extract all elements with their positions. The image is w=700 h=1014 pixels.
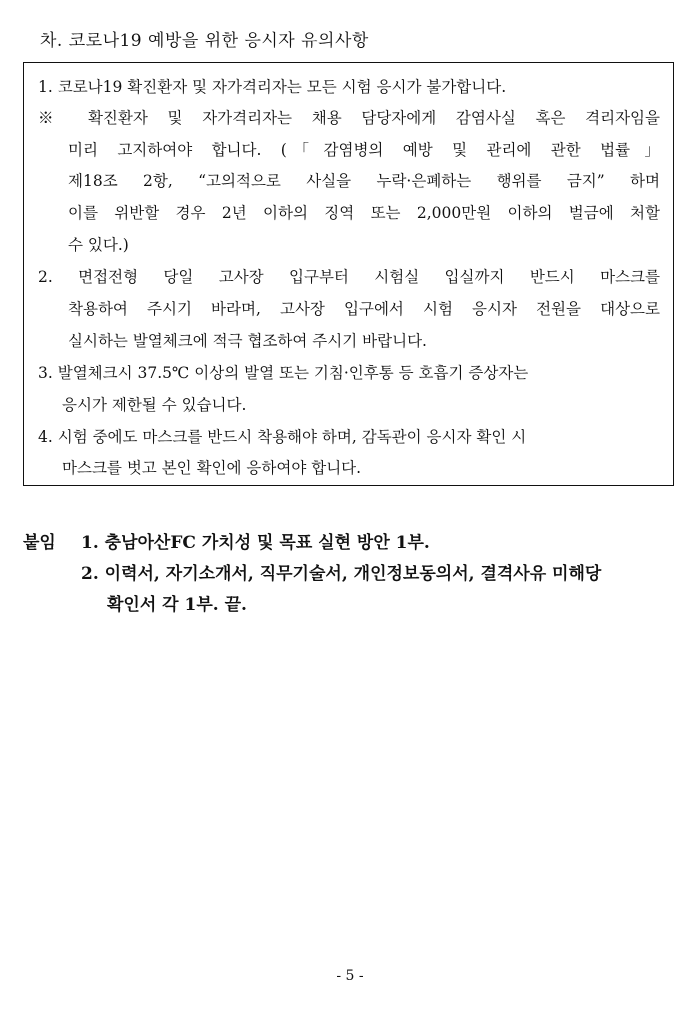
notice-item-2-line-1: 2. 면접전형 당일 고사장 입구부터 시험실 입실까지 반드시 마스크를 [38,268,660,286]
notice-item-2-line-2: 착용하여 주시기 바라며, 고사장 입구에서 시험 응시자 전원을 대상으로 [68,300,660,318]
attachment-item-1: 1. 충남아산FC 가치성 및 목표 실현 방안 1부. [81,533,430,553]
notice-note-line-2: 미리 고지하여야 합니다. (「감염병의 예방 및 관리에 관한 법률」 [68,141,660,159]
section-heading: 차. 코로나19 예방을 위한 응시자 유의사항 [40,31,369,51]
notice-item-4-line-1: 4. 시험 중에도 마스크를 반드시 착용해야 하며, 감독관이 응시자 확인 시 [38,428,527,446]
attachment-item-2-line-2: 확인서 각 1부. 끝. [107,595,247,615]
notice-note-line-3: 제18조 2항, “고의적으로 사실을 누락·은폐하는 행위를 금지” 하며 [68,172,660,190]
notice-note-line-5: 수 있다.) [68,236,129,254]
page-number: - 5 - [336,968,364,984]
notice-box [23,62,674,486]
notice-item-2-line-3: 실시하는 발열체크에 적극 협조하여 주시기 바랍니다. [68,332,427,350]
attachment-item-2-line-1: 2. 이력서, 자기소개서, 직무기술서, 개인정보동의서, 결격사유 미해당 [81,564,602,584]
notice-item-3-line-2: 응시가 제한될 수 있습니다. [62,396,247,414]
notice-item-1: 1. 코로나19 확진환자 및 자가격리자는 모든 시험 응시가 불가합니다. [38,78,507,96]
notice-note-line-4: 이를 위반할 경우 2년 이하의 징역 또는 2,000만원 이하의 벌금에 처할 [68,204,660,222]
notice-item-4-line-2: 마스크를 벗고 본인 확인에 응하여야 합니다. [62,459,362,477]
notice-note-line-1: ※ 확진환자 및 자가격리자는 채용 담당자에게 감염사실 혹은 격리자임을 [38,109,660,127]
attachments-label: 붙임 [23,533,56,553]
notice-item-3-line-1: 3. 발열체크시 37.5℃ 이상의 발열 또는 기침·인후통 등 호흡기 증상자는 [38,364,529,382]
